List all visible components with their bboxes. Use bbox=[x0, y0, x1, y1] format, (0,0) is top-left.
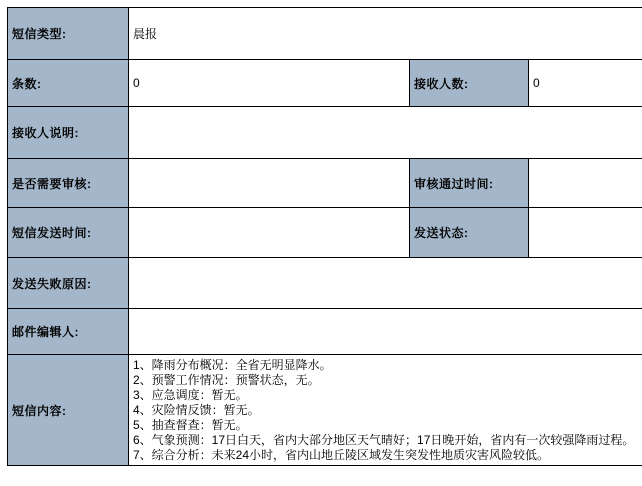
row-sms-content bbox=[8, 355, 642, 466]
label-sms-content: 短信内容: bbox=[8, 355, 129, 466]
sms-content-line: 3、应急调度：暂无。 bbox=[133, 388, 639, 403]
value-send-status bbox=[529, 208, 642, 258]
row-fail-reason bbox=[8, 258, 642, 309]
sms-content-line: 1、降雨分布概况：全省无明显降水。 bbox=[133, 358, 639, 373]
value-mail-editor bbox=[129, 309, 642, 355]
value-review-pass-time bbox=[529, 159, 642, 208]
value-need-review bbox=[129, 159, 410, 208]
label-fail-reason: 发送失败原因: bbox=[8, 258, 129, 309]
row-review bbox=[8, 159, 642, 208]
label-review-pass-time: 审核通过时间: bbox=[410, 159, 529, 208]
value-fail-reason bbox=[129, 258, 642, 309]
label-mail-editor: 邮件编辑人: bbox=[8, 309, 129, 355]
value-count: 0 bbox=[129, 60, 410, 107]
sms-content-line: 2、预警工作情况：预警状态，无。 bbox=[133, 373, 639, 388]
label-recipient-note: 接收人说明: bbox=[8, 107, 129, 159]
sms-detail-table bbox=[7, 7, 642, 466]
label-send-time: 短信发送时间: bbox=[8, 208, 129, 258]
row-recipient-note bbox=[8, 107, 642, 159]
label-need-review: 是否需要审核: bbox=[8, 159, 129, 208]
label-count: 条数: bbox=[8, 60, 129, 107]
value-recipient-note bbox=[129, 107, 642, 159]
sms-content-line: 4、灾险情反馈：暂无。 bbox=[133, 403, 639, 418]
label-recipient-count: 接收人数: bbox=[410, 60, 529, 107]
row-sms-type bbox=[8, 8, 642, 60]
row-counts bbox=[8, 60, 642, 107]
label-sms-type: 短信类型: bbox=[8, 8, 129, 60]
value-send-time bbox=[129, 208, 410, 258]
row-mail-editor bbox=[8, 309, 642, 355]
sms-content-line: 7、综合分析：未来24小时，省内山地丘陵区域发生突发性地质灾害风险较低。 bbox=[133, 448, 639, 463]
sms-content-line: 6、气象预测：17日白天，省内大部分地区天气晴好；17日晚开始，省内有一次较强降雨过程。 bbox=[133, 433, 639, 448]
value-recipient-count: 0 bbox=[529, 60, 642, 107]
value-sms-type: 晨报 bbox=[129, 8, 642, 60]
row-send bbox=[8, 208, 642, 258]
sms-content-line: 5、抽查督查：暂无。 bbox=[133, 418, 639, 433]
label-send-status: 发送状态: bbox=[410, 208, 529, 258]
value-sms-content bbox=[129, 355, 642, 466]
